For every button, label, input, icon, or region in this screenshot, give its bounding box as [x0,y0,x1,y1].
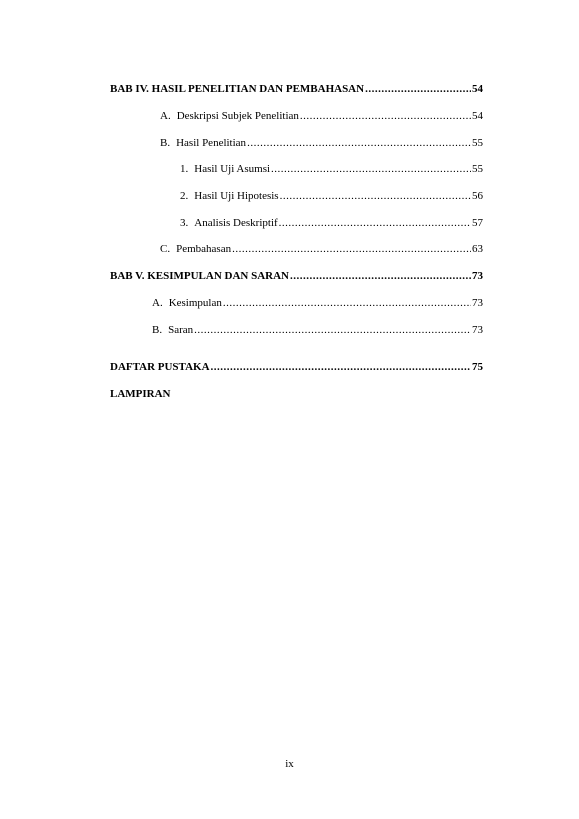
toc-entry-title: Deskripsi Subjek Penelitian [176,110,299,122]
toc-entry-page: 55 [472,137,483,149]
toc-entry-prefix: B. [152,324,163,336]
toc-entry-page: 56 [472,190,483,202]
toc-entry-prefix: 3. [180,217,189,229]
toc-entry-bab-v [110,268,483,284]
toc-entry-title: Hasil Penelitian [176,137,247,149]
toc-entry-prefix: 2. [180,190,189,202]
toc-entry-bab-iv-b1 [180,161,483,177]
toc-entry-prefix: B. [160,137,171,149]
toc-leader-dots [300,108,471,124]
toc-entry-daftar-pustaka [110,359,483,375]
page-number: ix [285,758,294,770]
toc-entry-prefix: C. [160,243,171,255]
toc-entry-prefix: 1. [180,163,189,175]
toc-leader-dots [290,268,471,284]
toc-entry-bab-iv-b [160,135,483,151]
toc-entry-page: 54 [472,110,483,122]
toc-leader-dots [194,322,471,338]
toc-entry-bab-iv [110,81,483,97]
toc-leader-dots [365,81,471,97]
toc-entry-page: 54 [472,83,483,95]
toc-leader-dots [232,241,471,257]
toc-entry-title: Hasil Uji Hipotesis [194,190,279,202]
toc-entry-page: 73 [472,324,483,336]
toc-entry-bab-v-a [152,295,483,311]
toc-entry-prefix: A. [160,110,171,122]
toc-entry-page: 63 [472,243,483,255]
toc-entry-title: BAB IV. HASIL PENELITIAN DAN PEMBAHASAN [110,83,365,95]
toc-leader-dots [211,359,471,375]
toc-entry-page: 55 [472,163,483,175]
toc-leader-dots [271,161,471,177]
toc-entry-title: Analisis Deskriptif [194,217,278,229]
toc-entry-page: 73 [472,297,483,309]
toc-entry-page: 73 [472,270,483,282]
toc-leader-dots [280,188,471,204]
toc-entry-title: Saran [168,324,194,336]
toc-entry-title: BAB V. KESIMPULAN DAN SARAN [110,270,289,282]
toc-leader-dots [279,215,471,231]
toc-entry-bab-iv-c [160,241,483,257]
toc-entry-title: Pembahasan [176,243,232,255]
toc-entry-title: LAMPIRAN [110,388,171,400]
toc-leader-dots [223,295,471,311]
toc-entry-lampiran [110,386,483,402]
toc-entry-bab-v-b [152,322,483,338]
toc-entry-title: DAFTAR PUSTAKA [110,361,210,373]
toc-entry-bab-iv-a [160,108,483,124]
toc-entry-page: 75 [472,361,483,373]
toc-entry-title: Kesimpulan [168,297,222,309]
toc-leader-dots [247,135,471,151]
toc-entry-bab-iv-b3 [180,215,483,231]
toc-entry-prefix: A. [152,297,163,309]
toc-entry-bab-iv-b2 [180,188,483,204]
toc-entry-title: Hasil Uji Asumsi [194,163,271,175]
toc-entry-page: 57 [472,217,483,229]
